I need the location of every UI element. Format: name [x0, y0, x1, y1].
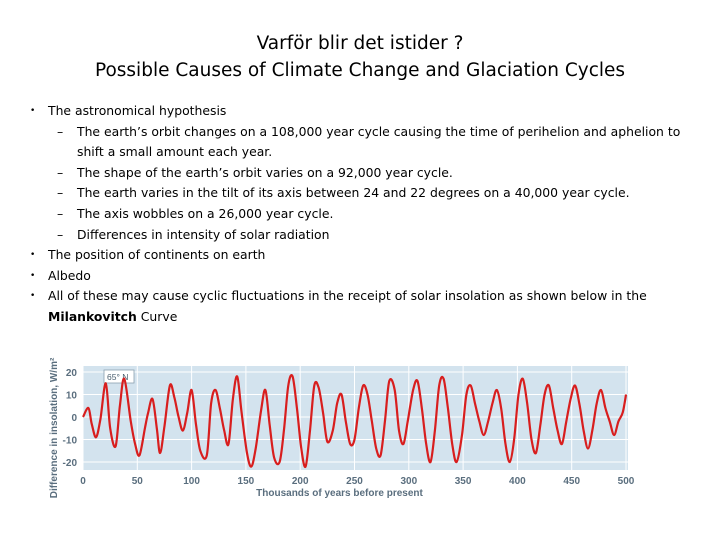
- y-tick-label: -20: [62, 458, 77, 469]
- bullet-text: The position of continents on earth: [48, 247, 266, 263]
- x-tick-label: 250: [346, 476, 363, 487]
- x-tick-label: 100: [183, 476, 200, 487]
- x-tick-label: 50: [131, 476, 143, 487]
- bullet-icon: •: [30, 106, 36, 116]
- dash-icon: –: [57, 164, 64, 180]
- y-tick-label: 20: [65, 368, 77, 379]
- bullet-text-before: All of these may cause cyclic fluctuations in the receipt of solar insolation as shown below in the: [48, 288, 647, 304]
- dash-icon: –: [57, 226, 64, 242]
- sub-bullet-item: [26, 122, 686, 163]
- sub-bullet-text: The axis wobbles on a 26,000 year cycle.: [77, 205, 334, 221]
- x-tick-label: 350: [454, 476, 472, 487]
- bullet-text: The astronomical hypothesis: [48, 103, 227, 118]
- sub-bullet-item: [26, 183, 686, 204]
- y-tick-label: 0: [71, 413, 77, 424]
- sub-bullet-text: Differences in intensity of solar radiation: [77, 226, 330, 242]
- bullet-text: Albedo: [48, 267, 91, 283]
- slide-title: [0, 30, 720, 84]
- bullet-item: [26, 286, 686, 327]
- bullet-item: [26, 101, 686, 122]
- bullet-text-after: Curve: [136, 308, 178, 324]
- sub-bullet-item: [26, 163, 686, 184]
- sub-bullet-item: [26, 225, 686, 246]
- milankovitch-chart: [40, 352, 640, 502]
- bullet-item: [26, 245, 686, 266]
- bullet-item: [26, 266, 686, 287]
- sub-bullet-text: The shape of the earth’s orbit varies on a 92,000 year cycle.: [77, 164, 453, 180]
- bullet-icon: •: [30, 291, 36, 302]
- sub-bullet-text: The earth’s orbit changes on a 108,000 year cycle causing the time of perihelion and aphelion to shift a small amount each year.: [77, 123, 681, 160]
- dash-icon: –: [57, 205, 64, 221]
- bullet-icon: •: [30, 250, 36, 261]
- bullet-list: [26, 101, 686, 328]
- x-axis-label: Thousands of years before present: [256, 488, 423, 499]
- dash-icon: –: [57, 185, 64, 201]
- title-line-2: Possible Causes of Climate Change and Glaciation Cycles: [94, 60, 626, 81]
- sub-bullet-item: [26, 204, 686, 225]
- y-axis-label: Difference in insolation, W/m²: [49, 357, 60, 499]
- x-tick-label: 450: [563, 476, 581, 487]
- x-tick-label: 300: [400, 476, 418, 487]
- milankovitch-term: Milankovitch: [48, 308, 137, 324]
- bullet-text: [48, 286, 686, 327]
- x-tick-label: 500: [617, 476, 635, 487]
- x-tick-label: 200: [291, 476, 309, 487]
- bullet-icon: •: [30, 270, 36, 281]
- x-tick-label: 400: [509, 476, 526, 487]
- x-tick-label: 150: [237, 476, 255, 487]
- annotation-label: 65° N: [107, 372, 129, 382]
- x-tick-label: 0: [80, 476, 86, 487]
- y-tick-label: -10: [62, 435, 77, 447]
- title-line-1: Varför blir det istider ?: [256, 33, 464, 54]
- sub-bullet-text: The earth varies in the tilt of its axis between 24 and 22 degrees on a 40,000 year cycle.: [77, 185, 630, 201]
- y-tick-label: 10: [65, 390, 77, 402]
- dash-icon: –: [57, 123, 64, 139]
